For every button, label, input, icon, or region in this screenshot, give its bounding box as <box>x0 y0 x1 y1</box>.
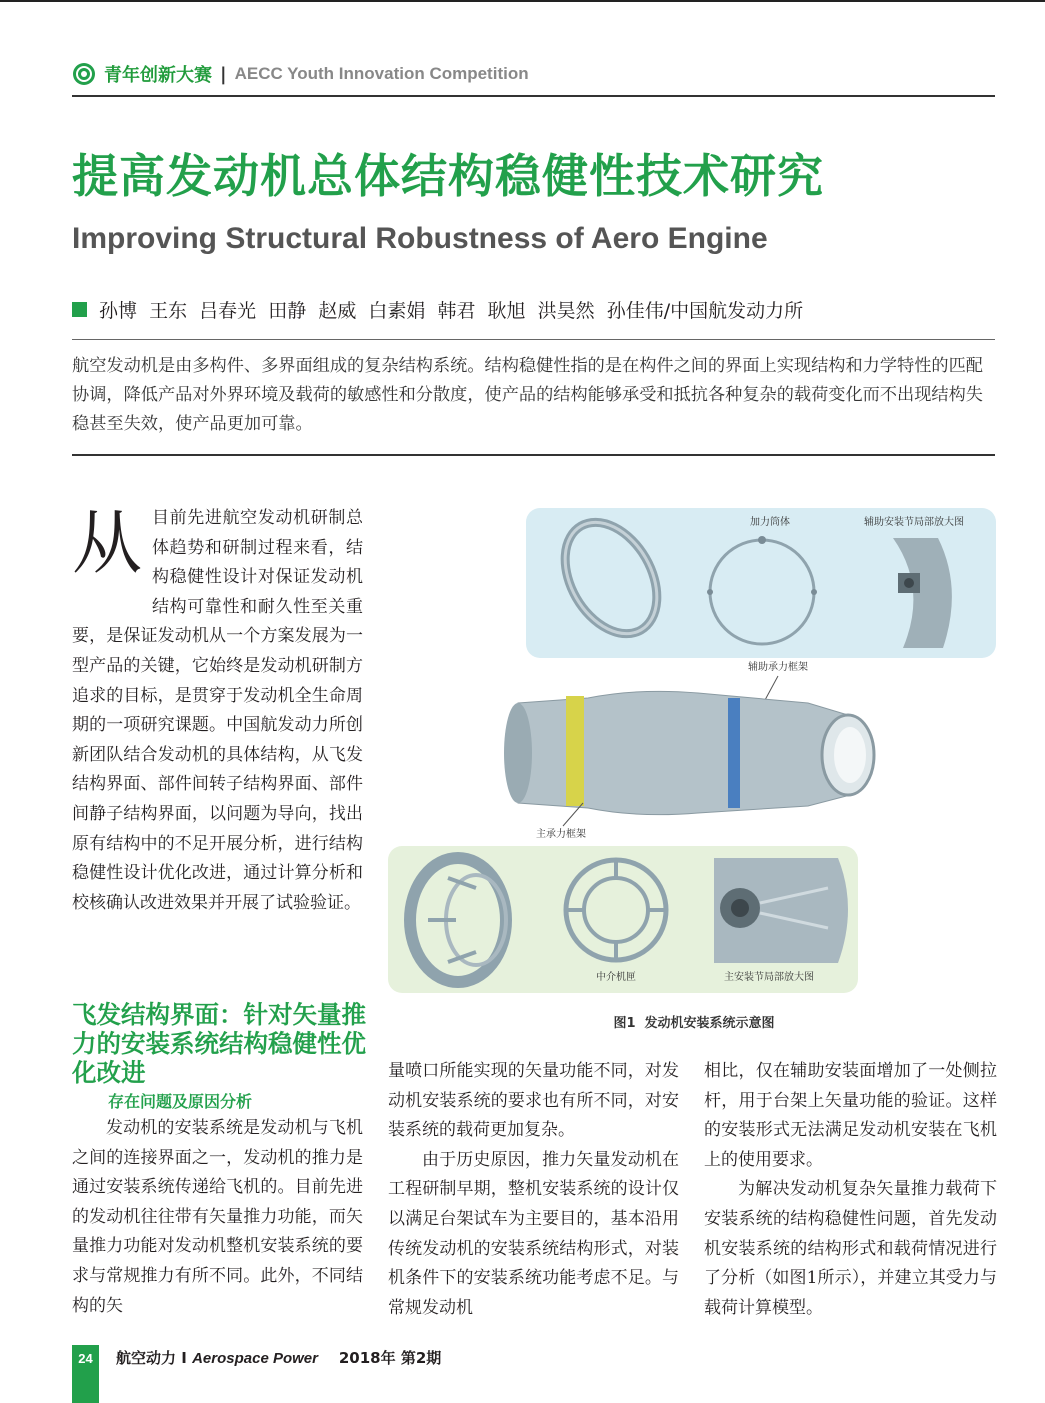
intro-text: 目前先进航空发动机研制总体趋势和研制过程来看，结构稳健性设计对保证发动机结构可靠性和耐久性至关重要，是保证发动机从一个方案发展为一型产品的关键，它始终是发动机研制方追求的目标，是贯穿于发动机全生命周期的一项研究课题。中国航发动力所创新团队结合发动机的具体结构，从飞发结构界面、部件间转子结构界面、部件间静子结构界面，以问题为导向，找出原有结构中的不足开展分析，进行结构稳健性设计优化改进，通过计算分析和校核确认改进效果并开展了试验验证。 <box>72 508 363 913</box>
label-aux-detail: 辅助安装节局部放大图 <box>864 517 964 528</box>
label-aux-frame: 辅助承力框架 <box>748 662 808 673</box>
label-main-frame: 主承力框架 <box>536 829 586 840</box>
engine-mount-figure <box>388 508 1000 998</box>
subsection-heading: 存在问题及原因分析 <box>108 1092 253 1111</box>
competition-logo-icon <box>72 62 96 86</box>
label-afterburner: 加力筒体 <box>750 517 790 528</box>
journal-name-english: Aerospace Power <box>192 1350 318 1367</box>
body-column-3 <box>704 1057 997 1323</box>
label-main-detail: 主安装节局部放大图 <box>724 972 814 983</box>
intro-paragraph <box>72 504 363 918</box>
journal-name-chinese: 航空动力 <box>116 1349 177 1367</box>
engine-body <box>504 691 874 814</box>
body-paragraph: 量喷口所能实现的矢量功能不同，对发动机安装系统的要求也有所不同，对安装系统的载荷更加复杂。 <box>388 1061 679 1141</box>
top-border <box>0 0 1045 2</box>
abstract: 航空发动机是由多构件、多界面组成的复杂结构系统。结构稳健性指的是在构件之间的界面上实现结构和力学特性的匹配协调，降低产品对外界环境及载荷的敏感性和分散度，使产品的结构能够承受和抵抗各种复杂的载荷变化而不出现结构失稳甚至失效，使产品更加可靠。 <box>72 356 983 434</box>
article-title-english: Improving Structural Robustness of Aero Engine <box>72 222 768 255</box>
figure-caption: 图1 发动机安装系统示意图 <box>613 1016 775 1031</box>
body-paragraph: 由于历史原因，推力矢量发动机在工程研制早期，整机安装系统的设计仅以满足台架试车为主要目的，基本沿用传统发动机的安装系统结构形式，对装机条件下的安装系统功能考虑不足。与常规发动机 <box>388 1149 679 1318</box>
header-separator: | <box>220 63 227 85</box>
abstract-bottom-rule <box>72 454 995 456</box>
footer-separator: I <box>181 1349 187 1367</box>
author-line <box>72 296 803 323</box>
journal-issue: 2018年 第2期 <box>338 1349 442 1367</box>
page-number: 24 <box>78 1351 93 1366</box>
body-paragraph: 为解决发动机复杂矢量推力载荷下安装系统的结构稳健性问题，首先发动机安装系统的结构形式和载荷情况进行了分析（如图1所示），并建立其受力与载荷计算模型。 <box>704 1179 997 1318</box>
body-paragraph: 相比，仅在辅助安装面增加了一处侧拉杆，用于台架上矢量功能的验证。这样的安装形式无法满足发动机安装在飞机上的使用要求。 <box>704 1061 997 1170</box>
main-mount-detail <box>714 858 848 963</box>
body-paragraph-col1: 发动机的安装系统是发动机与飞机之间的连接界面之一，发动机的推力是通过安装系统传递给飞机的。目前先进的发动机往往带有矢量推力功能，而矢量推力功能对发动机整机安装系统的要求与常规推力有所不同。此外，不同结构的矢 <box>72 1118 363 1316</box>
authors: 孙博 王东 吕春光 田静 赵威 白素娟 韩君 耿旭 洪昊然 孙佳伟/中国航发动力所 <box>99 300 804 322</box>
running-header <box>72 58 529 90</box>
section-heading: 飞发结构界面：针对矢量推力的安装系统结构稳健性优化改进 <box>72 1000 366 1087</box>
header-rule <box>72 95 995 97</box>
label-intermediate-casing: 中介机匣 <box>596 972 636 983</box>
header-chinese: 青年创新大赛 <box>104 65 212 86</box>
abstract-top-rule <box>72 339 995 340</box>
body-column-2 <box>388 1057 679 1323</box>
drop-cap: 从 <box>72 502 142 584</box>
journal-footer <box>116 1347 441 1368</box>
article-title-chinese: 提高发动机总体结构稳健性技术研究 <box>72 149 824 203</box>
header-english: AECC Youth Innovation Competition <box>234 64 529 83</box>
author-marker-icon <box>72 302 87 317</box>
